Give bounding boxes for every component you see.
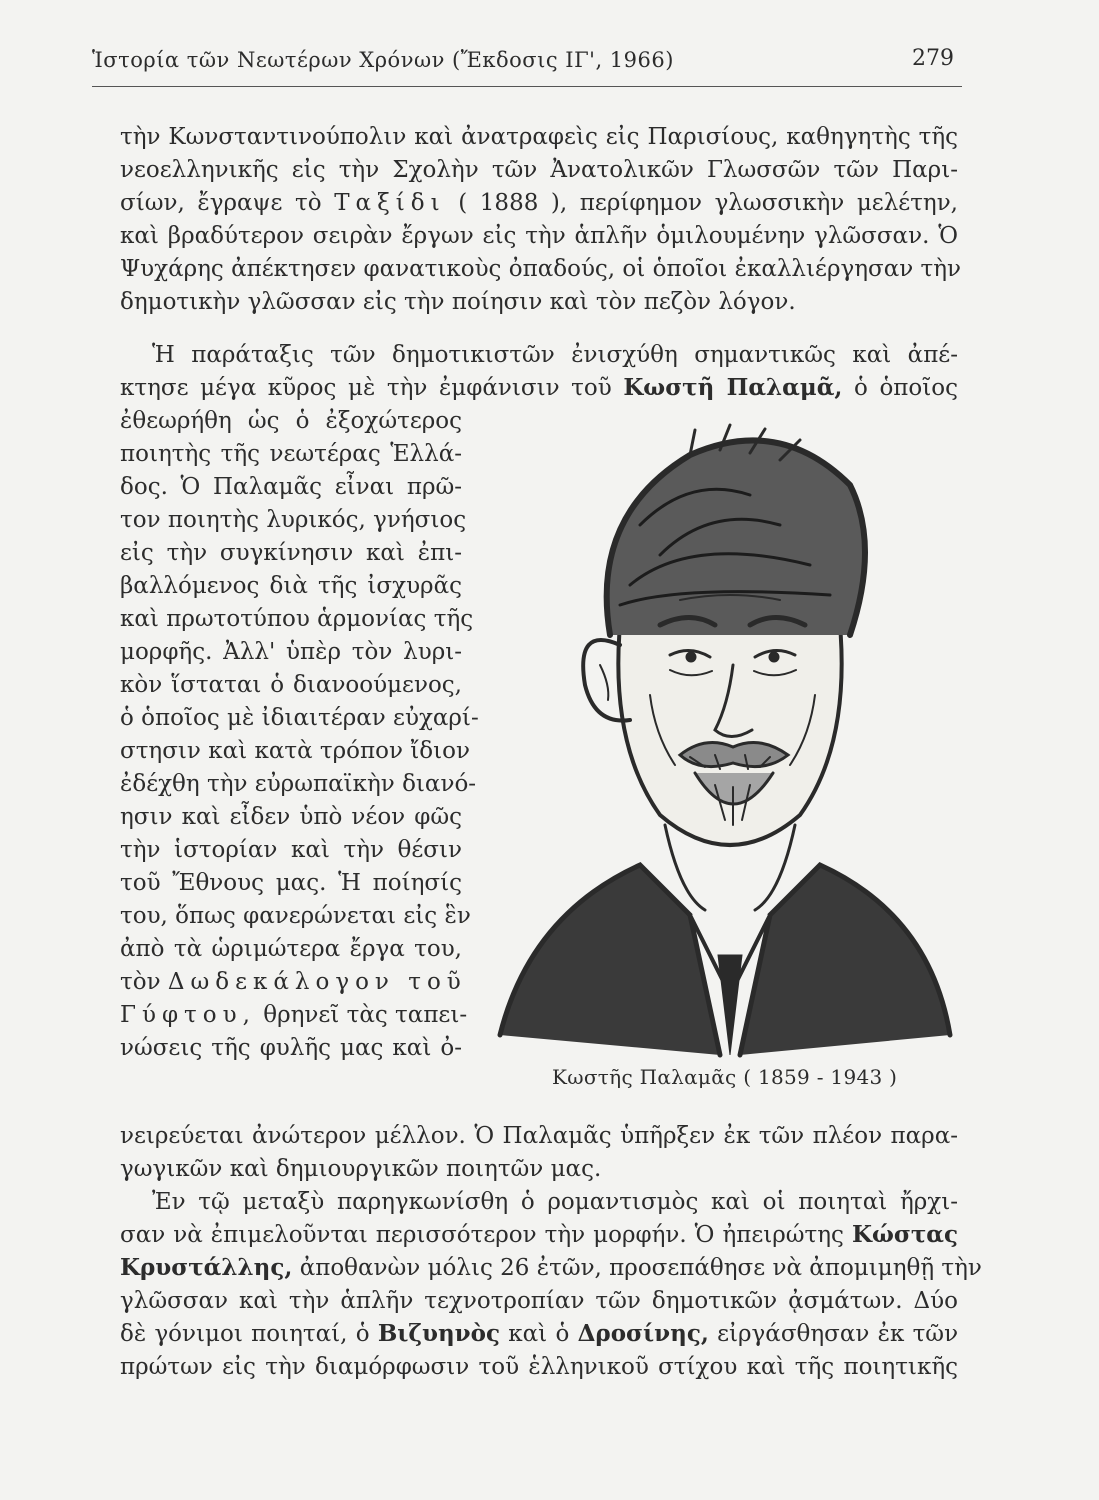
text-line: μορφῆς. Ἀλλ' ὑπὲρ τὸν λυρι-: [120, 639, 462, 665]
text-line: σίων, ἔγραψε τὸ Ταξίδι ( 1888 ), περίφημον γλωσσικὴν μελέτην,: [120, 190, 958, 216]
text-line: ἐθεωρήθη ὡς ὁ ἐξοχώτερος: [120, 408, 462, 434]
portrait-caption: Κωστῆς Παλαμᾶς ( 1859 - 1943 ): [552, 1065, 898, 1089]
text-line: τὸν Δωδεκάλογον τοῦ: [120, 969, 467, 995]
text-line: νειρεύεται ἀνώτερον μέλλον. Ὁ Παλαμᾶς ὑπῆρξεν ἐκ τῶν πλέον παρα-: [120, 1123, 958, 1149]
text-line: κτησε μέγα κῦρος μὲ τὴν ἐμφάνισιν τοῦ Κωστῆ Παλαμᾶ, ὁ ὁποῖος: [120, 374, 959, 401]
text-line: βαλλόμενος διὰ τῆς ἰσχυρᾶς: [120, 573, 462, 599]
text-line: ησιν καὶ εἶδεν ὑπὸ νέον φῶς: [120, 804, 462, 830]
text-line: ποιητὴς τῆς νεωτέρας Ἑλλά-: [120, 441, 462, 467]
text-line: τον ποιητὴς λυρικός, γνήσιος: [120, 507, 467, 533]
text-line: στησιν καὶ κατὰ τρόπον ἴδιον: [120, 738, 470, 764]
name-palamas: Κωστῆ Παλαμᾶ,: [623, 374, 843, 401]
name-krystallis: Κρυστάλλης,: [120, 1254, 293, 1281]
text-line: πρώτων εἰς τὴν διαμόρφωσιν τοῦ ἑλληνικοῦ στίχου καὶ τῆς ποιητικῆς: [120, 1354, 958, 1380]
text-line: νώσεις τῆς φυλῆς μας καὶ ὀ-: [120, 1035, 462, 1061]
work-title: Δωδεκάλογον τοῦ: [167, 969, 467, 995]
text-line: Ἐν τῷ μεταξὺ παρηγκωνίσθη ὁ ρομαντισμὸς καὶ οἱ ποιηταὶ ἤρχι-: [152, 1189, 958, 1215]
text-line: γλῶσσαν καὶ τὴν ἁπλῆν τεχνοτροπίαν τῶν δημοτικῶν ᾀσμάτων. Δύο: [120, 1288, 958, 1314]
name-vizyinos: Βιζυηνὸς: [377, 1320, 500, 1347]
text-line: δημοτικὴν γλῶσσαν εἰς τὴν ποίησιν καὶ τὸν πεζὸν λόγον.: [120, 289, 796, 315]
text-line: Ἡ παράταξις τῶν δημοτικιστῶν ἐνισχύθη σημαντικῶς καὶ ἀπέ-: [152, 342, 958, 368]
book-title: Ἱστορία τῶν Νεωτέρων Χρόνων (Ἔκδοσις ΙΓ', 1966): [92, 48, 674, 72]
text-line: Γύφτου, θρηνεῖ τὰς ταπει-: [120, 1002, 468, 1028]
page-number: 279: [912, 46, 954, 71]
running-header: [92, 42, 962, 87]
text-line: εἰς τὴν συγκίνησιν καὶ ἐπι-: [120, 540, 462, 566]
text-line: δὲ γόνιμοι ποιηταί, ὁ Βιζυηνὸς καὶ ὁ Δροσίνης, εἰργάσθησαν ἐκ τῶν: [120, 1320, 959, 1347]
work-title: Ταξίδι: [334, 190, 446, 216]
text-line: καὶ βραδύτερον σειρὰν ἔργων εἰς τὴν ἁπλῆν ὁμιλουμένην γλῶσσαν. Ὁ: [120, 223, 958, 249]
text-line: τὴν Κωνσταντινούπολιν καὶ ἀνατραφεὶς εἰς Παρισίους, καθηγητὴς τῆς: [120, 124, 958, 150]
name-drosinis: Δροσίνης,: [577, 1320, 709, 1347]
text-line: Ψυχάρης ἀπέκτησεν φανατικοὺς ὀπαδούς, οἱ ὁποῖοι ἐκαλλιέργησαν τὴν: [120, 256, 962, 282]
text-line: γωγικῶν καὶ δημιουργικῶν ποιητῶν μας.: [120, 1156, 602, 1182]
text-line: ἀπὸ τὰ ὡριμώτερα ἔργα του,: [120, 936, 462, 962]
text-line: νεοελληνικῆς εἰς τὴν Σχολὴν τῶν Ἀνατολικῶν Γλωσσῶν τῶν Παρι-: [120, 157, 958, 183]
work-title: Γύφτου,: [120, 1002, 256, 1028]
text-line: τοῦ Ἔθνους μας. Ἡ ποίησίς: [120, 870, 462, 896]
text-line: κὸν ἵσταται ὁ διανοούμενος,: [120, 672, 462, 698]
text-line: τὴν ἱστορίαν καὶ τὴν θέσιν: [120, 837, 462, 863]
name-krystallis: Κώστας: [851, 1221, 959, 1248]
text-line: καὶ πρωτοτύπου ἁρμονίας τῆς: [120, 606, 474, 632]
text-line: του, ὅπως φανερώνεται εἰς ἓν: [120, 903, 471, 929]
portrait-illustration: [490, 395, 960, 1075]
text-line: σαν νὰ ἐπιμελοῦνται περισσότερον τὴν μορφήν. Ὁ ἠπειρώτης Κώστας: [120, 1221, 959, 1248]
text-line: ἐδέχθη τὴν εὐρωπαϊκὴν διανό-: [120, 771, 477, 797]
text-line: δος. Ὁ Παλαμᾶς εἶναι πρῶ-: [120, 474, 462, 500]
text-line: ὁ ὁποῖος μὲ ἰδιαιτέραν εὐχαρί-: [120, 705, 479, 731]
text-line: Κρυστάλλης, ἀποθανὼν μόλις 26 ἐτῶν, προσεπάθησε νὰ ἀπομιμηθῇ τὴν: [120, 1254, 982, 1281]
